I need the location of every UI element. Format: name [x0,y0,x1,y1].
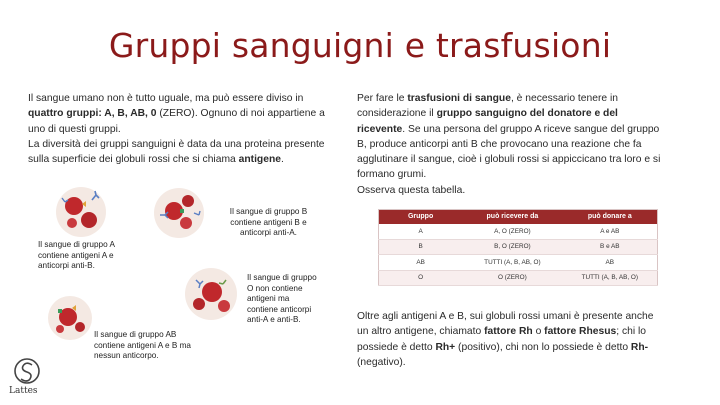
transfusion-text: Per fare le [357,93,408,104]
intro-text: Il sangue umano non è tutto uguale, ma può essere diviso in [28,93,304,104]
table-header-cell: Gruppo [379,210,463,224]
table-cell: A e AB [563,224,658,240]
table-cell: O (ZERO) [462,270,562,286]
blood-cells-group-ab-image [46,295,94,341]
transfusion-bold: trasfusioni di sangue [407,93,511,104]
table-cell: TUTTI (A, B, AB, O) [563,270,658,286]
rh-text: (negativo). [357,356,406,368]
rh-text: Oltre agli antigeni A e B, sui globuli rossi umani è presente anche un altro antigene, chiamato [357,311,654,338]
blood-cells-group-a-image [52,186,110,238]
table-cell: A [379,224,463,240]
table-cell: B [379,239,463,255]
rh-bold: fattore Rh [484,326,533,338]
intro-text: . [280,154,284,166]
table-row [379,255,658,271]
rh-text: ; chi lo possiede è detto [357,326,647,353]
intro-text: La diversità dei gruppi sanguigni è data da una proteina presente sulla superficie dei globuli rossi che si chiama [28,138,325,166]
rh-bold: fattore Rhesus [544,326,617,338]
table-cell: A, O (ZERO) [462,224,562,240]
transfusion-paragraph [357,91,667,198]
page-title: Gruppi sanguigni e trasfusioni [108,26,612,65]
table-cell: O [379,270,463,286]
intro-bold-groups: quattro gruppi: A, B, AB, 0 [28,108,157,120]
rh-bold: Rh- [630,341,649,353]
table-cell: TUTTI (A, B, AB, O) [462,255,562,271]
blood-cells-group-b-image [150,187,208,239]
rh-bold: Rh+ [435,341,456,353]
intro-paragraph [28,91,326,167]
table-cell: B e AB [563,239,658,255]
caption-group-a: Il sangue di gruppo A contiene antigeni A e anticorpi anti-B. [38,240,115,271]
table-header-cell: può donare a [563,210,658,224]
caption-group-b: Il sangue di gruppo B contiene antigeni B e anticorpi anti-A. [229,207,308,238]
transfusion-text: , è necessario tenere in considerazione il [357,93,618,120]
intro-bold-antigene: antigene [238,154,281,166]
publisher-logo-text: Lattes [9,386,38,396]
caption-group-ab: Il sangue di gruppo AB contiene antigeni A e B ma nessun anticorpo. [94,330,191,361]
intro-text: (ZERO). Ognuno di noi appartiene a uno di questi gruppi. [28,108,325,135]
table-row [379,224,658,240]
table-row [379,270,658,286]
table-header-cell: può ricevere da [462,210,562,224]
blood-compatibility-table [378,209,658,286]
table-header-row [379,210,658,224]
table-cell: AB [379,255,463,271]
table-row [379,239,658,255]
rh-text: (positivo), chi non lo possiede è detto [455,341,631,353]
transfusion-text: Osserva questa tabella. [357,184,466,196]
transfusion-bold: gruppo sanguigno del donatore e del ricevente [357,108,618,135]
caption-group-o: Il sangue di gruppo O non contiene antigeni ma contiene anticorpi anti-A e anti-B. [247,273,317,325]
rh-text: o [532,326,545,338]
rh-paragraph [357,309,662,370]
blood-cells-group-o-image [182,266,240,322]
table-cell: AB [563,255,658,271]
transfusion-text: . Se una persona del gruppo A riceve sangue del gruppo B, produce anticorpi anti B che provocano una reazione che fa agglutinare il sangue, cioè i globuli rossi si appiccicano tra loro e si formano grumi. [357,123,661,181]
table-cell: B, O (ZERO) [462,239,562,255]
